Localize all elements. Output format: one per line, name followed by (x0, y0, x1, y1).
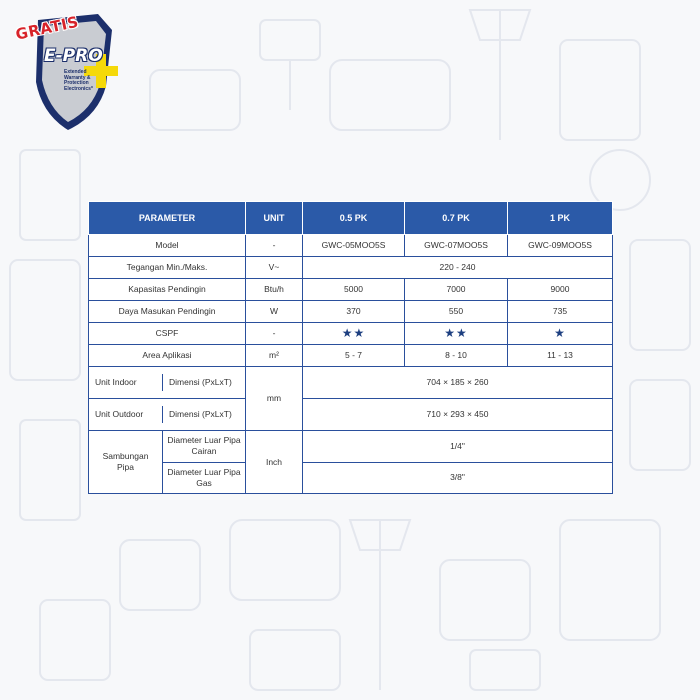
indoor-sub: Dimensi (PxLxT) (169, 377, 232, 387)
pipe-gas-value: 3/8" (303, 462, 613, 494)
model-0-5pk: GWC-05MOO5S (303, 235, 405, 257)
row-label: Tegangan Min./Maks. (89, 257, 246, 279)
table-row-cspf (89, 323, 613, 345)
row-label: Kapasitas Pendingin (89, 279, 246, 301)
table-row-area (89, 345, 613, 367)
star-rating-icon: ★ (554, 325, 566, 340)
star-rating-icon: ★★ (444, 325, 468, 340)
header-0-7pk: 0.7 PK (405, 202, 508, 235)
star-rating-icon: ★★ (341, 325, 366, 340)
row-unit: Btu/h (246, 279, 303, 301)
area-0-7pk: 8 - 10 (405, 345, 508, 367)
table-header-row (89, 202, 613, 235)
capacity-0-5pk: 5000 (303, 279, 405, 301)
spec-table (88, 201, 613, 494)
badge-subtitle: Extended Warranty & Protection Electronics* (64, 69, 93, 92)
row-unit: V~ (246, 257, 303, 279)
cspf-1pk (508, 323, 613, 345)
pipe-cell (89, 431, 246, 494)
row-unit: m² (246, 345, 303, 367)
row-label: Area Aplikasi (89, 345, 246, 367)
outdoor-dimensions: 710 × 293 × 450 (303, 399, 613, 431)
table-row-capacity (89, 279, 613, 301)
table-row-pipe-liquid (89, 431, 613, 463)
indoor-label: Unit Indoor (89, 374, 163, 391)
cspf-0-5pk (303, 323, 405, 345)
pipe-gas-label: Diameter Luar Pipa Gas (167, 466, 241, 488)
outdoor-label: Unit Outdoor (89, 406, 163, 423)
table-row-voltage (89, 257, 613, 279)
cspf-0-7pk (405, 323, 508, 345)
power-0-5pk: 370 (303, 301, 405, 323)
table-row-model (89, 235, 613, 257)
row-label: CSPF (89, 323, 246, 345)
pipe-liquid-value: 1/4" (303, 431, 613, 463)
table-row-power (89, 301, 613, 323)
dimension-unit: mm (246, 367, 303, 431)
pipe-label: Sambungan Pipa (89, 431, 163, 493)
row-unit: - (246, 235, 303, 257)
indoor-dimensions: 704 × 185 × 260 (303, 367, 613, 399)
power-1pk: 735 (508, 301, 613, 323)
indoor-cell (89, 367, 246, 399)
model-0-7pk: GWC-07MOO5S (405, 235, 508, 257)
area-0-5pk: 5 - 7 (303, 345, 405, 367)
power-0-7pk: 550 (405, 301, 508, 323)
pipe-unit: Inch (246, 431, 303, 494)
header-parameter: PARAMETER (89, 202, 246, 235)
row-unit: - (246, 323, 303, 345)
header-1pk: 1 PK (508, 202, 613, 235)
outdoor-cell (89, 399, 246, 431)
table-row-indoor (89, 367, 613, 399)
row-label: Model (89, 235, 246, 257)
table-row-outdoor (89, 399, 613, 431)
voltage-value: 220 - 240 (303, 257, 613, 279)
badge-epro-text: E-PRO (44, 46, 103, 66)
header-unit: UNIT (246, 202, 303, 235)
row-unit: W (246, 301, 303, 323)
pipe-liquid-label: Diameter Luar Pipa Cairan (163, 431, 245, 463)
header-0-5pk: 0.5 PK (303, 202, 405, 235)
capacity-0-7pk: 7000 (405, 279, 508, 301)
outdoor-sub: Dimensi (PxLxT) (169, 409, 232, 419)
model-1pk: GWC-09MOO5S (508, 235, 613, 257)
row-label: Daya Masukan Pendingin (89, 301, 246, 323)
badge-gratis-text: GRATIS (14, 12, 81, 44)
area-1pk: 11 - 13 (508, 345, 613, 367)
capacity-1pk: 9000 (508, 279, 613, 301)
epro-badge (6, 6, 126, 136)
